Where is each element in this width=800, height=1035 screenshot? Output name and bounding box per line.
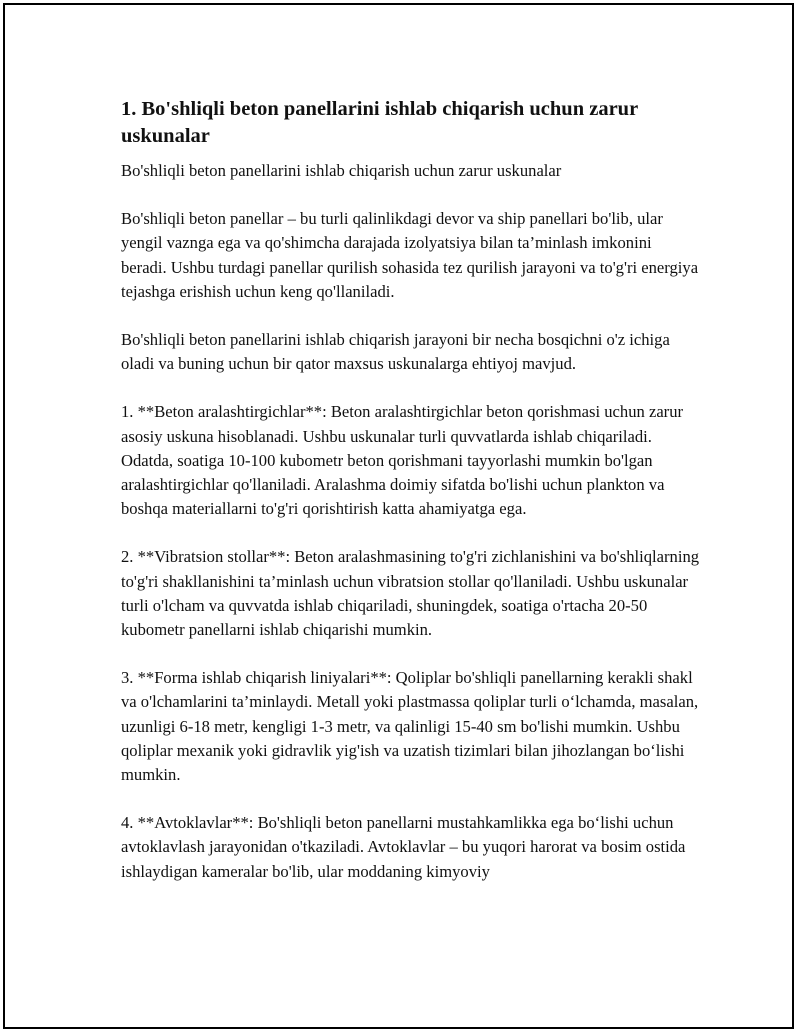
section-subheading: Bo'shliqli beton panellarini ishlab chiqarish uchun zarur uskunalar — [121, 161, 562, 180]
paragraph-intro: Bo'shliqli beton panellar – bu turli qalinlikdagi devor va ship panellari bo'lib, ular yengil vaznga ega va qo'shimcha darajada izolyatsiya bilan ta’minlash imkonini beradi. Ushbu turdagi panellar qurilish sohasida tez qurilish jarayoni va to'g'ri energiya tejashga erishish uchun keng qo'llaniladi. — [121, 209, 699, 301]
paragraph-item-autoclaves: 4. **Avtoklavlar**: Bo'shliqli beton panellarni mustahkamlikka ega bo‘lishi uchun avtoklavlash jarayonidan o'tkaziladi. Avtoklavlar – bu yuqori harorat va bosim ostida ishlaydigan kameralar bo'lib, ular moddaning kimyoviy — [121, 813, 686, 881]
paragraph-process: Bo'shliqli beton panellarini ishlab chiqarish jarayoni bir necha bosqichni o'z ichiga oladi va buning uchun bir qator maxsus uskunalarga ehtiyoj mavjud. — [121, 330, 670, 374]
paragraph-item-mixers: 1. **Beton aralashtirgichlar**: Beton aralashtirgichlar beton qorishmasi uchun zarur asosiy uskuna hisoblanadi. Ushbu uskunalar turli quvvatlarda ishlab chiqariladi. Odatda, soatiga 10-100 kubometr beton qorishmani tayyorlashi mumkin bo'lgan aralashtirgichlar qo'llaniladi. Aralashma doimiy sifatda bo'lishi uchun plankton va boshqa materiallarni to'g'ri qorishtirish katta ahamiyatga ega. — [121, 402, 684, 519]
document-body — [121, 96, 701, 908]
section-heading: 1. Bo'shliqli beton panellarini ishlab chiqarish uchun zarur uskunalar — [121, 98, 638, 147]
page-frame — [3, 3, 794, 1029]
paragraph-item-mould-lines: 3. **Forma ishlab chiqarish liniyalari**: Qoliplar bo'shliqli panellarning kerakli shakl va o'lchamlarini ta’minlaydi. Metall yoki plastmassa qoliplar turli o‘lchamda, masalan, uzunligi 6-18 metr, kengligi 1-3 metr, va qalinligi 15-40 sm bo'lishi mumkin. Ushbu qoliplar mexanik yoki gidravlik yig'ish va uzatish tizimlari bilan jihozlangan bo‘lishi mumkin. — [121, 668, 699, 785]
paragraph-item-vibration-tables: 2. **Vibratsion stollar**: Beton aralashmasining to'g'ri zichlanishini va bo'shliqlarning to'g'ri shakllanishini ta’minlash uchun vibratsion stollar qo'llaniladi. Ushbu uskunalar turli o'lcham va quvvatda ishlab chiqariladi, shuningdek, soatiga o'rtacha 20-50 kubometr panellarni ishlab chiqarishi mumkin. — [121, 547, 700, 640]
